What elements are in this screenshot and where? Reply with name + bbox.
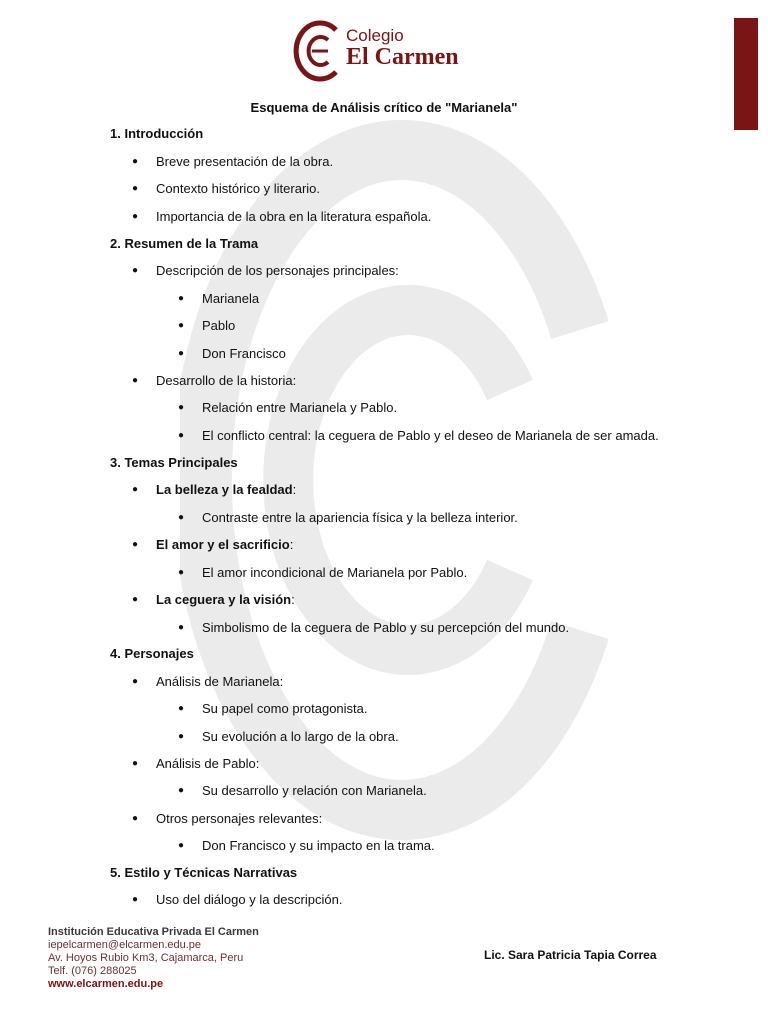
- bullet-icon: ●: [178, 430, 185, 441]
- bullet-icon: ●: [132, 594, 139, 605]
- theme-label: La ceguera y la visión: [156, 592, 292, 607]
- footer-contact-block: [48, 926, 259, 991]
- list-item: Análisis de Marianela:: [156, 674, 284, 689]
- bullet-icon: ●: [178, 731, 185, 742]
- bullet-icon: ●: [178, 703, 185, 714]
- document-title: Esquema de Análisis crítico de "Marianela": [250, 100, 518, 115]
- list-item: [156, 536, 293, 554]
- list-item: [156, 591, 295, 609]
- bullet-icon: ●: [132, 894, 139, 905]
- section-heading: 4. Personajes: [110, 646, 194, 661]
- sub-list-item: Relación entre Marianela y Pablo.: [202, 400, 398, 415]
- sub-list-item: Don Francisco y su impacto en la trama.: [202, 838, 435, 853]
- bullet-icon: ●: [178, 622, 185, 633]
- bullet-icon: ●: [132, 375, 139, 386]
- section-heading: 5. Estilo y Técnicas Narrativas: [110, 865, 298, 880]
- sub-list-item: Simbolismo de la ceguera de Pablo y su percepción del mundo.: [202, 620, 570, 635]
- list-item: Breve presentación de la obra.: [156, 154, 334, 169]
- bullet-icon: ●: [178, 840, 185, 851]
- bullet-icon: ●: [178, 348, 185, 359]
- bullet-icon: ●: [178, 402, 185, 413]
- sub-list-item: Marianela: [202, 291, 260, 306]
- theme-label: La belleza y la fealdad: [156, 482, 293, 497]
- sub-list-item: El amor incondicional de Marianela por Pablo.: [202, 565, 468, 580]
- footer-address: Av. Hoyos Rubio Km3, Cajamarca, Peru: [48, 952, 244, 964]
- bullet-icon: ●: [132, 183, 139, 194]
- list-item: Descripción de los personajes principales:: [156, 263, 399, 278]
- list-item: Análisis de Pablo:: [156, 756, 260, 771]
- logo-word-colegio: Colegio: [346, 26, 404, 45]
- bullet-icon: ●: [178, 785, 185, 796]
- theme-label-colon: :: [289, 537, 294, 552]
- bullet-icon: ●: [178, 567, 185, 578]
- bullet-icon: ●: [132, 265, 139, 276]
- sub-list-item: Pablo: [202, 318, 236, 333]
- sub-list-item: Su evolución a lo largo de la obra.: [202, 729, 399, 744]
- list-item: Importancia de la obra en la literatura española.: [156, 209, 432, 224]
- bullet-icon: ●: [178, 320, 185, 331]
- logo-word-school-name: El Carmen: [346, 44, 459, 70]
- bullet-icon: ●: [132, 676, 139, 687]
- sub-list-item: Contraste entre la apariencia física y la belleza interior.: [202, 510, 518, 525]
- footer-phone: Telf. (076) 288025: [48, 965, 137, 977]
- section-heading: 3. Temas Principales: [110, 455, 238, 470]
- footer-institution: Institución Educativa Privada El Carmen: [48, 926, 259, 938]
- bullet-icon: ●: [132, 484, 139, 495]
- section-heading: 1. Introducción: [110, 126, 204, 141]
- footer-website-link[interactable]: www.elcarmen.edu.pe: [48, 978, 164, 990]
- sub-list-item: El conflicto central: la ceguera de Pablo y el deseo de Marianela de ser amada.: [202, 428, 659, 443]
- footer-email[interactable]: iepelcarmen@elcarmen.edu.pe: [48, 939, 202, 951]
- bullet-icon: ●: [132, 156, 139, 167]
- sub-list-item: Su desarrollo y relación con Marianela.: [202, 783, 427, 798]
- section-heading: 2. Resumen de la Trama: [110, 236, 259, 251]
- list-item: Desarrollo de la historia:: [156, 373, 297, 388]
- bullet-icon: ●: [132, 539, 139, 550]
- sub-list-item: Don Francisco: [202, 346, 286, 361]
- bullet-icon: ●: [132, 813, 139, 824]
- bullet-icon: ●: [178, 512, 185, 523]
- theme-label-colon: :: [292, 482, 297, 497]
- bullet-icon: ●: [132, 211, 139, 222]
- list-item: Otros personajes relevantes:: [156, 811, 323, 826]
- signature: Lic. Sara Patricia Tapia Correa: [484, 948, 657, 962]
- list-item: Uso del diálogo y la descripción.: [156, 892, 343, 907]
- bullet-icon: ●: [132, 758, 139, 769]
- list-item: [156, 481, 296, 499]
- theme-label-colon: :: [291, 592, 295, 607]
- list-item: Contexto histórico y literario.: [156, 181, 321, 196]
- sub-list-item: Su papel como protagonista.: [202, 701, 368, 716]
- theme-label: El amor y el sacrificio: [156, 537, 290, 552]
- bullet-icon: ●: [178, 293, 185, 304]
